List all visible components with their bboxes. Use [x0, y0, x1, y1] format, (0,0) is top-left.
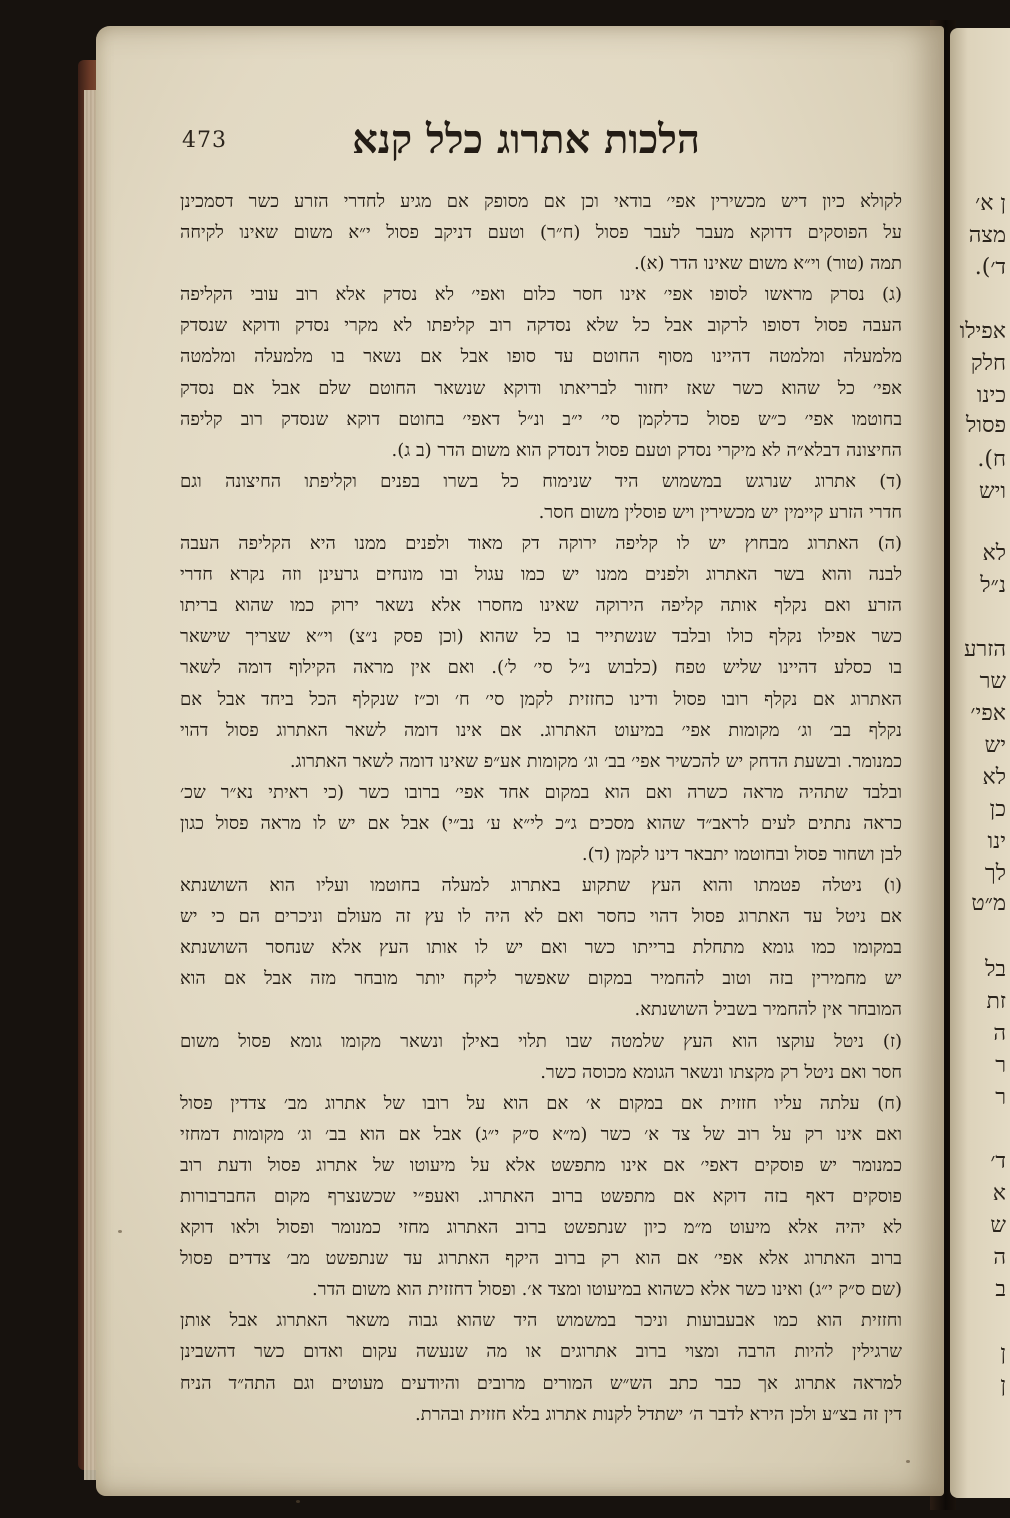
text-line: (ח) עלתה עליו חזזית אם במקום א׳ אם הוא על רובו של אתרוג מב׳ צדדין פסול [180, 1092, 902, 1114]
paper-speck [296, 1500, 300, 1503]
facing-page-fragment: אפילו [959, 319, 1006, 344]
paper-speck [118, 1230, 122, 1233]
paper-speck [906, 1460, 910, 1463]
text-line: האתרוג אם נקלף רובו פסול ודינו כחזזית לקמן סי׳ ח׳ וכ״ז שנקלף הכל ביחד אבל אם [180, 688, 902, 710]
text-line: כמנומר יש פוסקים דאפי׳ אם אינו מתפשט אלא על מיעוטו של אתרוג פסול ודעת רוב [180, 1154, 902, 1176]
facing-page-fragment: ינו [987, 829, 1006, 854]
facing-page-fragment: ב [995, 1277, 1006, 1302]
text-line: החיצונה דבלא״ה לא מיקרי נסדק וטעם פסול דנסדק הוא משום הדר (ב ג). [391, 439, 902, 461]
text-line: ובלבד שתהיה מראה כשרה ואם הוא במקום אחד אפי׳ ברובו כשר (כי ראיתי נא״ר שכ׳ [180, 781, 902, 803]
text-line: דין זה בצ״ע ולכן הירא לדבר ה׳ ישתדל לקנות אתרוג בלא חזזית ובהרת. [415, 1403, 902, 1425]
facing-page-fragment: לך [984, 861, 1006, 886]
facing-page-fragment: כן [989, 797, 1006, 822]
text-line: חדרי הזרע קיימין יש מכשירין ויש פוסלין משום חסר. [538, 501, 902, 523]
facing-page-fragment: מ״ט [971, 891, 1006, 916]
facing-page-fragment: ר [995, 1053, 1006, 1078]
text-line: (ז) ניטל עוקצו הוא העץ שלמטה שבו תלוי באילן ונשאר מקומו גומא פסול משום [180, 1030, 902, 1052]
text-line: לא יהיה אלא מיעוט מ״מ כיון שנתפשט ברוב האתרוג מחזי כמנומר ופסול ולאו דוקא [180, 1217, 902, 1239]
facing-page-fragment: ר [995, 1085, 1006, 1110]
facing-page [950, 28, 1010, 1498]
page-number: 473 [182, 128, 227, 153]
text-line: תמה (טור) וי״א משום שאינו הדר (א). [633, 253, 902, 275]
facing-page-fragment: ה [993, 1245, 1006, 1270]
text-line: על הפוסקים דדוקא מעבר לעבר פסול (ח״ר) וטעם דניקב פסול י״א משום שאינו לקיחה [180, 222, 902, 244]
text-line: שרגילין להיות הרבה ומצוי ברוב אתרוגים או מה שנעשה עקום ואדום כשר דהשבינן [180, 1341, 902, 1363]
text-line: אפי׳ כל שהוא כשר שאז יחזור לבריאתו ודוקא שנשאר החוטם שלם אבל אם נסדק [180, 377, 902, 399]
facing-page-fragment: ד׳ [990, 1149, 1006, 1174]
text-line: לקולא כיון דיש מכשירין אפי׳ בודאי וכן אם מסופק אם מגיע לחדרי הזרע כשר דסמכינן [180, 191, 902, 212]
text-line: המובחר אין להחמיר בשביל השושנתא. [634, 999, 902, 1021]
text-line: (ה) האתרוג מבחוץ יש לו קליפה ירוקה דק מאוד ולפנים ממנו היא הקליפה העבה [180, 533, 902, 555]
facing-page-fragment: בל [985, 957, 1006, 982]
facing-page-fragment: כינו [976, 383, 1006, 408]
facing-page-fragment: ד׳). [974, 255, 1006, 280]
text-line: חסר ואם ניטל רק מקצתו ונשאר הגומא מכוסה כשר. [540, 1061, 902, 1083]
facing-page-fragment: מצה [968, 223, 1006, 248]
facing-page-fragment: א [992, 1181, 1006, 1206]
text-line: (ד) אתרוג שנרגש במשמוש היד שנימוח כל בשרו בפנים וקליפתו החיצונה וגם [180, 470, 902, 492]
facing-page-fragment: אפי׳ [970, 701, 1006, 726]
text-line: (ג) נסרק מראשו לסופו אפי׳ אינו חסר כלום ואפי׳ לא נסדק אלא רוב עובי הקליפה [180, 284, 902, 306]
facing-page-fragment: ויש [979, 479, 1006, 504]
facing-page-fragment: פסול [966, 413, 1006, 438]
text-line: נקלף בב׳ וג׳ מקומות אפי׳ במיעוט האתרוג. אם אינו דומה לשאר האתרוג פסול דהוי [180, 719, 902, 741]
text-line: לבנה והוא בשר האתרוג ולפנים ממנו יש כמו עגול ובו מונחים גרעינן וזה נקרא חדרי [180, 564, 902, 586]
text-line: במקומו כמו גומא מתחלת ברייתו כשר ואם יש לו אותו העץ אלא שנחסר השושנתא [180, 937, 902, 959]
text-line: יש מחמירין בזה וטוב להחמיר במקום שאפשר ליקח יותר מובחר מזה אבל אם הוא [180, 968, 902, 990]
text-line: כשר אפילו נקלף כולו ובלבד שנשתייר בו כל שהוא (וכן פסק נ״צ) וי״א שצריך שישאר [180, 626, 902, 648]
facing-page-fragment: לא [982, 541, 1006, 566]
page-title: הלכות אתרוג כלל קנא [352, 116, 700, 163]
facing-page-fragment: ן א׳ [975, 191, 1006, 216]
text-line: בחוטמו אפי׳ כ״ש פסול כדלקמן סי׳ י״ב ונ״ל דאפי׳ בחוטם דוקא שנסדק רוב קליפה [180, 408, 902, 430]
facing-page-fragment: זת [986, 989, 1006, 1014]
facing-page-fragment: ח). [977, 447, 1006, 472]
facing-page-fragment: נ״ל [980, 573, 1006, 598]
facing-page-fragment: ש [990, 1213, 1006, 1238]
facing-page-fragment: ן [1000, 1341, 1006, 1366]
facing-page-fragment: שר [979, 669, 1006, 694]
text-line: (ו) ניטלה פטמתו והוא העץ שתקוע באתרוג למעלה בחוטמו ועליו הוא השושנתא [180, 875, 902, 897]
facing-page-fragment: הזרע [963, 637, 1006, 662]
text-line: וחזזית הוא כמו אבעבועות וניכר במשמוש היד שהוא גבוה משאר האתרוג אבל אותן [180, 1310, 902, 1332]
facing-page-fragment: יש [984, 733, 1006, 758]
text-line: כראה נתתים לעים לראב״ד שהוא מסכים ג״כ לי״א ע׳ נב״י) אבל אם יש לו מראה פסול כגון [180, 812, 902, 834]
facing-page-fragment: ן [1000, 1373, 1006, 1398]
text-line: מלמעלה ומלמטה דהיינו מסוף החוטם עד סופו אבל אם נשאר בו מלמעלה ומלמטה [180, 346, 902, 368]
text-line: העבה פסול דסופו לרקוב אבל כל שלא נסדקה רוב קליפתו לא מקרי נסדק ודוקא שנסדק [180, 315, 902, 337]
text-line: אם ניטל עד האתרוג פסול דהוי כחסר ואם לא היה לו עץ זה מעולם וניכרים הם כי יש [180, 906, 902, 928]
text-line: בו כסלע דהיינו שליש טפח (כלבוש נ״ל סי׳ ל׳). ואם אין מראה הקילוף דומה לשאר [180, 657, 902, 679]
text-line: לבן ושחור פסול ובחוטמו יתבאר דינו לקמן (ד). [581, 843, 902, 865]
text-line: למראה אתרוג אך כבר כתב הש״ש המורים מרובים והיודעים מעוטים וגם התה״ד הניח [180, 1372, 902, 1394]
text-line: ואם אינו רק על רוב של צד א׳ כשר (מ״א ס״ק י״ג) אבל אם הוא בב׳ וג׳ מקומות דמחזי [180, 1123, 902, 1145]
facing-page-fragment: חלק [970, 351, 1006, 376]
facing-page-fragment: לא [982, 765, 1006, 790]
text-line: (שם ס״ק י״ג) ואינו כשר אלא כשהוא במיעוטו ומצד א׳. ופסול דחזזית הוא משום הדר. [312, 1279, 902, 1301]
text-line: ברוב האתרוג אלא אפי׳ אם הוא רק ברוב היקף האתרוג עד שנתפשט מב׳ צדדים פסול [180, 1248, 902, 1270]
body-text [180, 186, 902, 1430]
text-line: כמנומר. ובשעת הדחק יש להכשיר אפי׳ בב׳ וג׳ מקומות אע״פ שאינו דומה לשאר האתרוג. [289, 750, 902, 772]
text-line: פוסקים דאף בזה דוקא אם מתפשט ברוב האתרוג. ואעפ״י שכשנצרף מקום החברבורות [180, 1186, 902, 1207]
text-line: הזרע ואם נקלף אותה קליפה הירוקה שאינו מחסרו אלא נשאר ירוק כמו שהוא בריתו [180, 595, 902, 617]
facing-page-fragment: ה [993, 1021, 1006, 1046]
